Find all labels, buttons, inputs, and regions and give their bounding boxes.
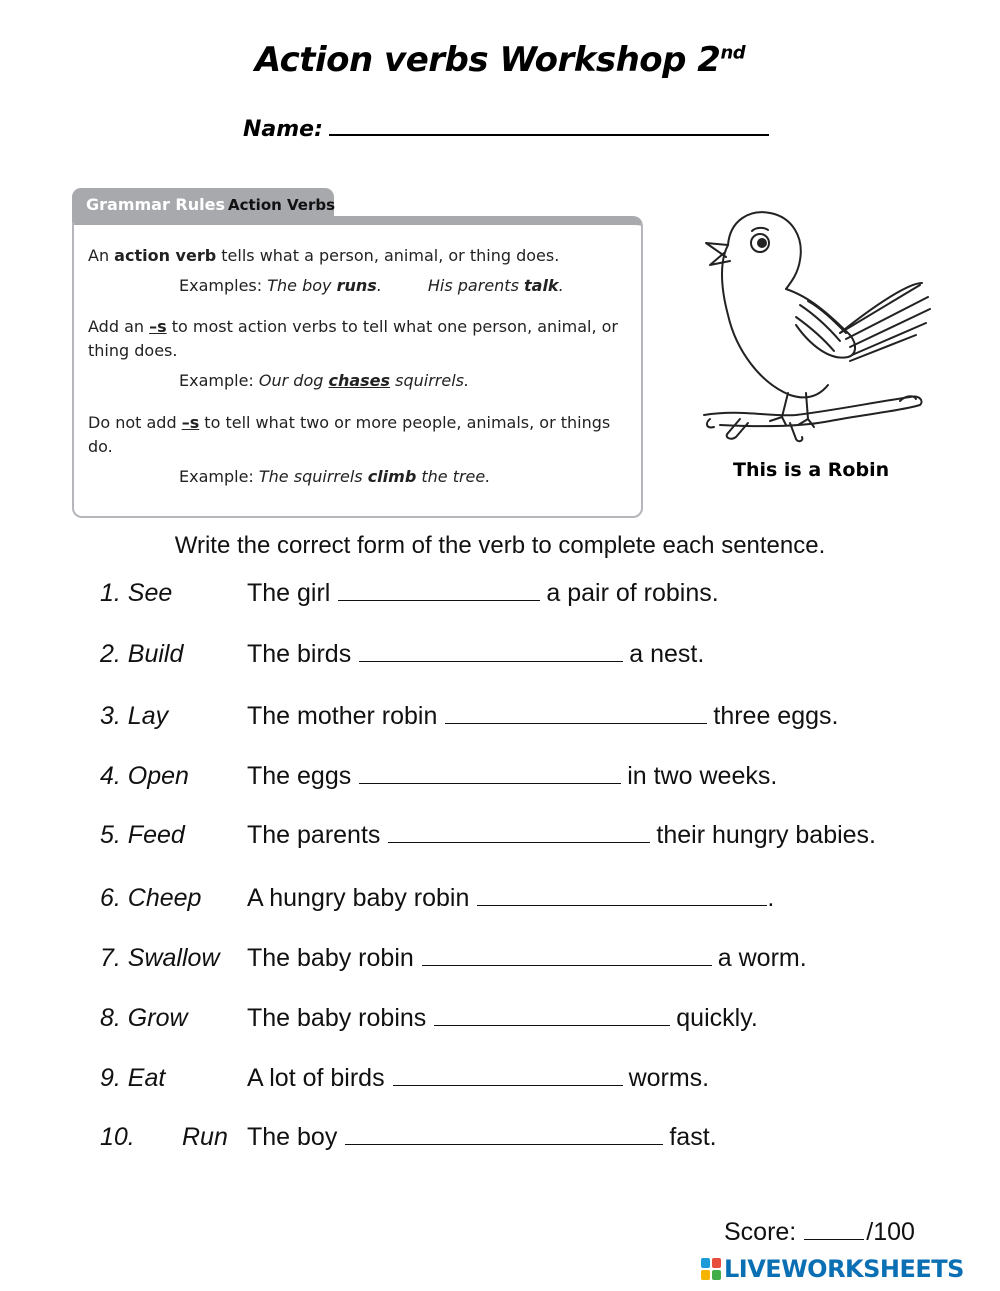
question-1 [100,578,719,608]
question-3 [100,701,838,731]
question-2 [100,639,704,669]
question-5 [100,820,876,850]
worksheet-title: Action verbs Workshop 2nd [254,40,746,80]
question-text-after: a pair of robins. [546,579,719,607]
rule-2: Add an –s to most action verbs to tell what one person, animal, or thing does. [88,317,619,360]
title-superscript: nd [720,42,746,64]
question-7 [100,943,807,973]
question-text-after: fast. [669,1123,717,1151]
score-total: /100 [866,1218,915,1246]
score-label: Score: [724,1218,797,1246]
liveworksheets-brand[interactable] [700,1255,996,1285]
question-verb: Run [182,1123,228,1151]
question-verb: 1. See [100,579,173,607]
answer-blank[interactable] [393,1063,623,1086]
question-verb: 3. Lay [100,702,169,730]
rule-3: Do not add –s to tell what two or more people, animals, or things do. [88,413,611,456]
question-verb: 6. Cheep [100,884,202,912]
liveworksheets-logo-icon [700,1257,722,1281]
question-text-before: The eggs [247,762,352,790]
name-blank[interactable] [329,114,769,136]
action-verbs-label: Action Verbs [228,196,336,214]
answer-blank[interactable] [338,578,540,601]
question-text-before: The parents [247,821,381,849]
grammar-rules-label: Grammar Rules [86,195,225,214]
question-4 [100,761,777,791]
question-text-before: The girl [247,579,331,607]
example-3: Example: The squirrels climb the tree. [179,467,491,486]
question-verb: 9. Eat [100,1064,166,1092]
question-text-before: The baby robin [247,944,414,972]
question-verb: 4. Open [100,762,189,790]
question-number: 10. [100,1123,135,1151]
question-text-after: . [767,884,775,912]
question-text-before: The mother robin [247,702,438,730]
name-row [243,114,769,142]
robin-illustration [700,205,935,445]
question-text-before: The birds [247,640,352,668]
question-text-after: three eggs. [713,702,839,730]
liveworksheets-wordmark: LIVEWORKSHEETS [724,1255,964,1283]
robin-caption: This is a Robin [733,459,890,481]
question-6 [100,883,774,913]
score-blank [804,1217,864,1240]
answer-blank[interactable] [434,1003,670,1026]
question-text-after: their hungry babies. [656,821,877,849]
question-text-before: A hungry baby robin [247,884,470,912]
question-9 [100,1063,709,1093]
question-10 [100,1122,717,1152]
question-text-before: The baby robins [247,1004,427,1032]
question-verb: 8. Grow [100,1004,188,1032]
answer-blank[interactable] [477,883,767,906]
grammar-rules-tab [72,188,334,222]
question-verb: 5. Feed [100,821,185,849]
question-text-after: quickly. [676,1004,758,1032]
answer-blank[interactable] [445,701,707,724]
example-1: Examples: The boy runs. His parents talk. [179,276,564,295]
example-2: Example: Our dog chases squirrels. [179,371,470,390]
question-8 [100,1003,758,1033]
question-text-after: a nest. [629,640,705,668]
question-verb: 7. Swallow [100,944,220,972]
rule-1: An action verb tells what a person, animal, or thing does. [88,246,560,265]
question-text-after: in two weeks. [627,762,778,790]
question-text-after: a worm. [717,944,807,972]
instructions: Write the correct form of the verb to complete each sentence. [174,532,826,559]
question-text-before: The boy [247,1123,338,1151]
grammar-rules-body [72,216,643,518]
score [724,1217,915,1247]
answer-blank[interactable] [345,1122,663,1145]
question-verb: 2. Build [100,640,184,668]
answer-blank[interactable] [422,943,712,966]
answer-blank[interactable] [388,820,650,843]
name-label: Name: [243,117,323,142]
question-text-before: A lot of birds [247,1064,385,1092]
grammar-rules-box [72,188,643,511]
question-text-after: worms. [628,1064,710,1092]
answer-blank[interactable] [359,639,623,662]
answer-blank[interactable] [359,761,621,784]
